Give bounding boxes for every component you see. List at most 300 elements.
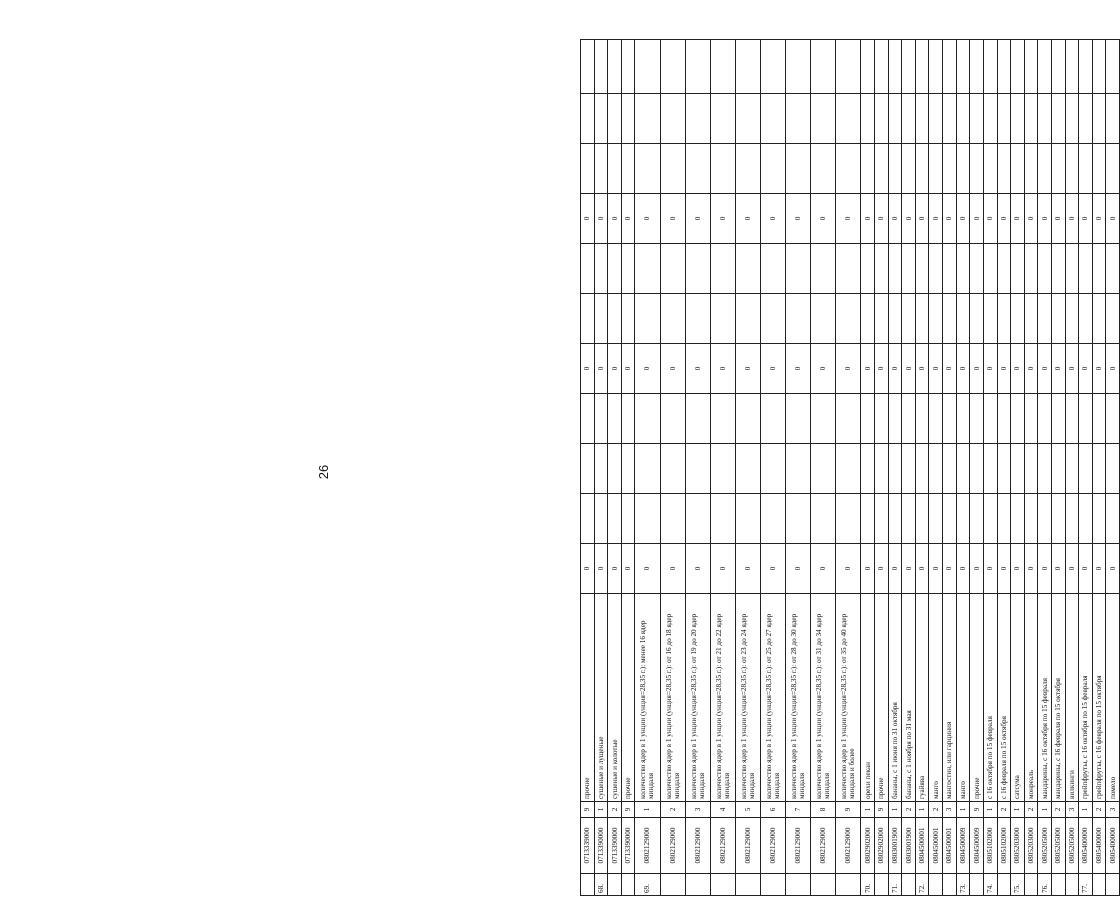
value-cell: 0 <box>1011 344 1025 394</box>
row-number-cell: 77. <box>1079 874 1093 896</box>
empty-cell <box>811 394 836 444</box>
description-cell: прочие <box>621 594 635 802</box>
empty-cell <box>594 144 608 194</box>
subcode-cell: 2 <box>1092 802 1106 818</box>
empty-cell <box>710 94 735 144</box>
empty-cell <box>811 40 836 94</box>
value-cell: 0 <box>983 544 997 594</box>
empty-cell <box>997 244 1011 294</box>
empty-cell <box>635 444 660 494</box>
empty-cell <box>1024 444 1038 494</box>
empty-cell <box>735 40 760 94</box>
value-cell: 0 <box>735 544 760 594</box>
empty-cell <box>735 444 760 494</box>
hs-code-cell: 0802129000 <box>685 818 710 874</box>
value-cell: 0 <box>861 544 875 594</box>
row-number-cell <box>1024 874 1038 896</box>
empty-cell <box>1106 394 1120 444</box>
value-cell: 0 <box>1092 344 1106 394</box>
empty-cell <box>861 40 875 94</box>
table-row <box>685 40 710 896</box>
value-cell: 0 <box>902 344 916 394</box>
value-cell: 0 <box>997 194 1011 244</box>
value-cell: 0 <box>929 344 943 394</box>
empty-cell <box>956 444 970 494</box>
empty-cell <box>1038 94 1052 144</box>
value-cell: 0 <box>1079 544 1093 594</box>
description-cell: мандарины, с 16 октября по 15 февраля <box>1038 594 1052 802</box>
hs-code-cell: 0804500001 <box>943 818 957 874</box>
description-cell: количество ядер в 1 унции (унция=28,35 г.): от 35 до 40 ядер миндаля и более <box>836 594 861 802</box>
empty-cell <box>1024 294 1038 344</box>
empty-cell <box>875 294 889 344</box>
empty-cell <box>875 144 889 194</box>
hs-code-cell: 0802129000 <box>660 818 685 874</box>
hs-code-cell: 0805400000 <box>1079 818 1093 874</box>
subcode-cell: 1 <box>594 802 608 818</box>
empty-cell <box>608 494 622 544</box>
empty-cell <box>1011 94 1025 144</box>
description-cell: количество ядер в 1 унции (унция=28,35 г.): от 23 до 24 ядер миндаля <box>735 594 760 802</box>
empty-cell <box>685 294 710 344</box>
subcode-cell: 7 <box>786 802 811 818</box>
hs-code-cell: 0805205000 <box>1051 818 1065 874</box>
empty-cell <box>1038 244 1052 294</box>
empty-cell <box>1106 294 1120 344</box>
empty-cell <box>943 144 957 194</box>
table-row <box>735 40 760 896</box>
table-row <box>786 40 811 896</box>
empty-cell <box>710 494 735 544</box>
hs-code-cell: 0805400000 <box>1106 818 1120 874</box>
empty-cell <box>581 144 595 194</box>
empty-cell <box>811 244 836 294</box>
empty-cell <box>997 94 1011 144</box>
empty-cell <box>1011 40 1025 94</box>
empty-cell <box>929 494 943 544</box>
empty-cell <box>660 94 685 144</box>
row-number-cell: 73. <box>956 874 970 896</box>
row-number-cell <box>929 874 943 896</box>
empty-cell <box>915 294 929 344</box>
empty-cell <box>1024 144 1038 194</box>
value-cell: 0 <box>660 344 685 394</box>
value-cell: 0 <box>888 194 902 244</box>
description-cell: мандарины, с 16 февраля по 15 октября <box>1051 594 1065 802</box>
subcode-cell: 2 <box>1051 802 1065 818</box>
empty-cell <box>621 294 635 344</box>
empty-cell <box>710 244 735 294</box>
value-cell: 0 <box>1106 194 1120 244</box>
empty-cell <box>608 144 622 194</box>
empty-cell <box>929 394 943 444</box>
empty-cell <box>1038 444 1052 494</box>
table-body <box>581 40 1120 896</box>
empty-cell <box>983 144 997 194</box>
empty-cell <box>915 394 929 444</box>
description-cell: вилкинги <box>1065 594 1079 802</box>
empty-cell <box>760 294 785 344</box>
empty-cell <box>943 394 957 444</box>
table-row <box>915 40 929 896</box>
empty-cell <box>685 494 710 544</box>
value-cell: 0 <box>1065 344 1079 394</box>
row-number-cell: 70. <box>861 874 875 896</box>
empty-cell <box>594 394 608 444</box>
empty-cell <box>997 494 1011 544</box>
empty-cell <box>660 294 685 344</box>
value-cell: 0 <box>735 344 760 394</box>
empty-cell <box>1051 244 1065 294</box>
empty-cell <box>943 444 957 494</box>
empty-cell <box>997 394 1011 444</box>
empty-cell <box>902 444 916 494</box>
subcode-cell: 2 <box>997 802 1011 818</box>
empty-cell <box>1106 40 1120 94</box>
empty-cell <box>811 444 836 494</box>
table-row <box>760 40 785 896</box>
row-number-cell <box>1051 874 1065 896</box>
empty-cell <box>581 40 595 94</box>
row-number-cell: 76. <box>1038 874 1052 896</box>
value-cell: 0 <box>1051 194 1065 244</box>
empty-cell <box>956 94 970 144</box>
empty-cell <box>888 444 902 494</box>
table-row <box>997 40 1011 896</box>
table-row <box>1092 40 1106 896</box>
value-cell: 0 <box>970 194 984 244</box>
description-cell: количество ядер в 1 унции (унция=28,35 г.): от 28 до 30 ядер миндаля <box>786 594 811 802</box>
empty-cell <box>970 394 984 444</box>
empty-cell <box>875 444 889 494</box>
empty-cell <box>594 294 608 344</box>
value-cell: 0 <box>1106 344 1120 394</box>
subcode-cell: 4 <box>710 802 735 818</box>
row-number-cell <box>1065 874 1079 896</box>
empty-cell <box>983 244 997 294</box>
value-cell: 0 <box>861 344 875 394</box>
empty-cell <box>943 294 957 344</box>
empty-cell <box>943 244 957 294</box>
empty-cell <box>635 494 660 544</box>
description-cell: орехи пекан <box>861 594 875 802</box>
table-row <box>1106 40 1120 896</box>
value-cell: 0 <box>1079 194 1093 244</box>
value-cell: 0 <box>735 194 760 244</box>
empty-cell <box>608 444 622 494</box>
description-cell: гуайява <box>915 594 929 802</box>
hs-code-cell: 0802129000 <box>710 818 735 874</box>
subcode-cell: 6 <box>760 802 785 818</box>
row-number-cell <box>902 874 916 896</box>
empty-cell <box>581 444 595 494</box>
table-row <box>836 40 861 896</box>
subcode-cell: 8 <box>811 802 836 818</box>
table-row <box>970 40 984 896</box>
empty-cell <box>861 294 875 344</box>
description-cell: с 16 октября по 15 февраля <box>983 594 997 802</box>
value-cell: 0 <box>710 344 735 394</box>
empty-cell <box>1011 244 1025 294</box>
empty-cell <box>983 394 997 444</box>
empty-cell <box>902 94 916 144</box>
description-cell: грейпфруты, с 16 февраля по 15 октября <box>1092 594 1106 802</box>
empty-cell <box>1079 294 1093 344</box>
value-cell: 0 <box>1011 544 1025 594</box>
page-number: 26 <box>316 464 331 480</box>
empty-cell <box>594 244 608 294</box>
value-cell: 0 <box>635 544 660 594</box>
empty-cell <box>956 394 970 444</box>
description-cell: прочие <box>581 594 595 802</box>
row-number-cell <box>608 874 622 896</box>
table-row <box>710 40 735 896</box>
value-cell: 0 <box>1106 544 1120 594</box>
value-cell: 0 <box>786 194 811 244</box>
empty-cell <box>594 40 608 94</box>
empty-cell <box>888 144 902 194</box>
empty-cell <box>888 40 902 94</box>
value-cell: 0 <box>1051 544 1065 594</box>
value-cell: 0 <box>836 194 861 244</box>
empty-cell <box>836 444 861 494</box>
value-cell: 0 <box>997 344 1011 394</box>
value-cell: 0 <box>836 544 861 594</box>
empty-cell <box>594 494 608 544</box>
description-cell: грейпфруты, с 16 октября по 15 февраля <box>1079 594 1093 802</box>
subcode-cell: 1 <box>956 802 970 818</box>
empty-cell <box>970 94 984 144</box>
empty-cell <box>635 144 660 194</box>
empty-cell <box>1106 94 1120 144</box>
empty-cell <box>943 40 957 94</box>
hs-code-cell: 0805205000 <box>1065 818 1079 874</box>
description-cell: помело <box>1106 594 1120 802</box>
value-cell: 0 <box>956 544 970 594</box>
description-cell: монреаль <box>1024 594 1038 802</box>
empty-cell <box>1092 394 1106 444</box>
row-number-cell <box>997 874 1011 896</box>
empty-cell <box>760 444 785 494</box>
value-cell: 0 <box>888 344 902 394</box>
row-number-cell: 75. <box>1011 874 1025 896</box>
empty-cell <box>875 244 889 294</box>
empty-cell <box>1065 244 1079 294</box>
subcode-cell: 3 <box>685 802 710 818</box>
empty-cell <box>1024 40 1038 94</box>
table-row <box>875 40 889 896</box>
value-cell: 0 <box>594 194 608 244</box>
row-number-cell: 71. <box>888 874 902 896</box>
value-cell: 0 <box>983 344 997 394</box>
description-cell: сатсума <box>1011 594 1025 802</box>
empty-cell <box>786 144 811 194</box>
value-cell: 0 <box>786 544 811 594</box>
value-cell: 0 <box>608 544 622 594</box>
empty-cell <box>594 94 608 144</box>
value-cell: 0 <box>594 544 608 594</box>
empty-cell <box>786 444 811 494</box>
empty-cell <box>735 294 760 344</box>
empty-cell <box>1038 394 1052 444</box>
value-cell: 0 <box>875 194 889 244</box>
empty-cell <box>902 244 916 294</box>
table-row <box>1079 40 1093 896</box>
empty-cell <box>786 40 811 94</box>
empty-cell <box>660 494 685 544</box>
empty-cell <box>1065 144 1079 194</box>
value-cell: 0 <box>970 344 984 394</box>
empty-cell <box>1079 244 1093 294</box>
empty-cell <box>786 94 811 144</box>
value-cell: 0 <box>1079 344 1093 394</box>
empty-cell <box>943 494 957 544</box>
empty-cell <box>760 94 785 144</box>
empty-cell <box>1011 494 1025 544</box>
table-row <box>929 40 943 896</box>
value-cell: 0 <box>1038 344 1052 394</box>
table-row <box>943 40 957 896</box>
hs-code-cell: 0803001900 <box>888 818 902 874</box>
subcode-cell: 2 <box>1024 802 1038 818</box>
empty-cell <box>811 494 836 544</box>
empty-cell <box>902 294 916 344</box>
description-cell: прочие <box>970 594 984 802</box>
hs-code-cell: 0805205000 <box>1038 818 1052 874</box>
empty-cell <box>915 144 929 194</box>
subcode-cell: 9 <box>621 802 635 818</box>
subcode-cell: 9 <box>836 802 861 818</box>
description-cell: количество ядер в 1 унции (унция=28,35 г.): от 21 до 22 ядер миндаля <box>710 594 735 802</box>
empty-cell <box>1065 394 1079 444</box>
value-cell: 0 <box>594 344 608 394</box>
value-cell: 0 <box>915 194 929 244</box>
empty-cell <box>929 40 943 94</box>
empty-cell <box>581 294 595 344</box>
empty-cell <box>811 94 836 144</box>
hs-code-cell: 0802129000 <box>836 818 861 874</box>
empty-cell <box>888 94 902 144</box>
value-cell: 0 <box>929 194 943 244</box>
empty-cell <box>970 144 984 194</box>
value-cell: 0 <box>1024 544 1038 594</box>
value-cell: 0 <box>685 194 710 244</box>
row-number-cell <box>836 874 861 896</box>
empty-cell <box>836 94 861 144</box>
subcode-cell: 1 <box>635 802 660 818</box>
value-cell: 0 <box>608 194 622 244</box>
empty-cell <box>635 394 660 444</box>
description-cell: количество ядер в 1 унции (унция=28,35 г.): от 31 до 34 ядер миндаля <box>811 594 836 802</box>
empty-cell <box>660 144 685 194</box>
empty-cell <box>660 394 685 444</box>
empty-cell <box>1092 244 1106 294</box>
empty-cell <box>875 494 889 544</box>
value-cell: 0 <box>1011 194 1025 244</box>
value-cell: 0 <box>635 344 660 394</box>
empty-cell <box>608 94 622 144</box>
empty-cell <box>635 40 660 94</box>
value-cell: 0 <box>983 194 997 244</box>
value-cell: 0 <box>1065 544 1079 594</box>
row-number-cell <box>943 874 957 896</box>
empty-cell <box>888 244 902 294</box>
empty-cell <box>888 294 902 344</box>
empty-cell <box>983 444 997 494</box>
empty-cell <box>1092 294 1106 344</box>
value-cell: 0 <box>685 544 710 594</box>
empty-cell <box>621 394 635 444</box>
hs-code-cell: 0805102000 <box>983 818 997 874</box>
value-cell: 0 <box>956 344 970 394</box>
value-cell: 0 <box>1051 344 1065 394</box>
empty-cell <box>1092 94 1106 144</box>
empty-cell <box>786 394 811 444</box>
row-number-cell <box>710 874 735 896</box>
value-cell: 0 <box>660 194 685 244</box>
empty-cell <box>1079 494 1093 544</box>
value-cell: 0 <box>970 544 984 594</box>
empty-cell <box>888 494 902 544</box>
empty-cell <box>956 144 970 194</box>
empty-cell <box>915 40 929 94</box>
empty-cell <box>902 144 916 194</box>
empty-cell <box>902 494 916 544</box>
subcode-cell: 3 <box>943 802 957 818</box>
value-cell: 0 <box>902 544 916 594</box>
empty-cell <box>685 394 710 444</box>
empty-cell <box>710 444 735 494</box>
value-cell: 0 <box>997 544 1011 594</box>
subcode-cell: 2 <box>902 802 916 818</box>
empty-cell <box>685 244 710 294</box>
subcode-cell: 5 <box>735 802 760 818</box>
empty-cell <box>875 40 889 94</box>
table-row <box>902 40 916 896</box>
empty-cell <box>685 144 710 194</box>
empty-cell <box>888 394 902 444</box>
row-number-cell <box>786 874 811 896</box>
value-cell: 0 <box>685 344 710 394</box>
empty-cell <box>1051 144 1065 194</box>
hs-code-cell: 0804500001 <box>929 818 943 874</box>
empty-cell <box>1011 294 1025 344</box>
empty-cell <box>929 444 943 494</box>
hs-code-cell: 0713390000 <box>608 818 622 874</box>
empty-cell <box>786 244 811 294</box>
value-cell: 0 <box>660 544 685 594</box>
empty-cell <box>1051 294 1065 344</box>
empty-cell <box>1065 294 1079 344</box>
description-cell: мангостин, или гарциния <box>943 594 957 802</box>
description-cell: бананы, с 1 ноября по 31 мая <box>902 594 916 802</box>
value-cell: 0 <box>915 344 929 394</box>
empty-cell <box>1051 444 1065 494</box>
table-row <box>608 40 622 896</box>
row-number-cell <box>760 874 785 896</box>
empty-cell <box>786 294 811 344</box>
empty-cell <box>685 40 710 94</box>
empty-cell <box>735 244 760 294</box>
empty-cell <box>660 40 685 94</box>
empty-cell <box>861 244 875 294</box>
table-row <box>635 40 660 896</box>
empty-cell <box>1079 94 1093 144</box>
row-number-cell: 68. <box>594 874 608 896</box>
empty-cell <box>902 394 916 444</box>
value-cell: 0 <box>760 194 785 244</box>
empty-cell <box>735 94 760 144</box>
